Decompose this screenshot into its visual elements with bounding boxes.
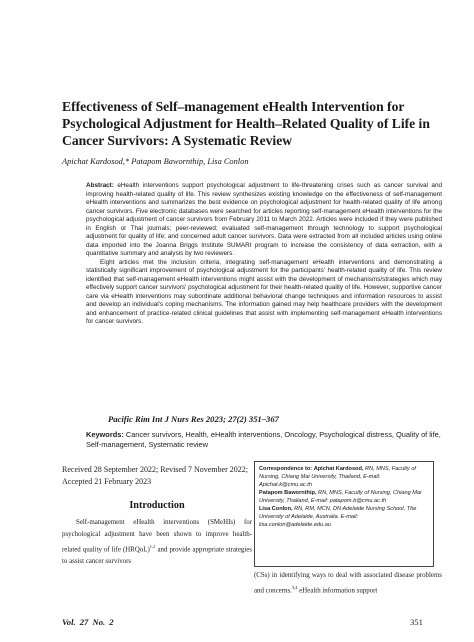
footer-volume: Vol. 27 No. 2 bbox=[62, 617, 114, 627]
journal-citation: Pacific Rim Int J Nurs Res 2023; 27(2) 351–367 bbox=[108, 414, 279, 424]
intro-paragraph bbox=[62, 517, 252, 568]
corr-author-2 bbox=[259, 489, 429, 505]
corr-name-1: Apichat Kardosod, bbox=[313, 466, 364, 472]
abstract-paragraph-1 bbox=[86, 182, 442, 259]
keywords-text: Cancer survivors, Health, eHealth interventions, Oncology, Psychological distress, Quality of life, Self-management, Systematic review bbox=[86, 430, 441, 450]
introduction-text bbox=[62, 517, 252, 568]
article-dates: Received 28 September 2022; Revised 7 November 2022; Accepted 21 February 2023 bbox=[62, 465, 248, 487]
corr-affil-3: RN, RM, MCN, DN Adelaide Nursing School, The University of Adelaide, Australia. bbox=[259, 506, 417, 520]
corr-email-3: E-mail: lisa.conlon@adelaide.edu.au bbox=[259, 514, 359, 528]
intro-text-b: and provide appropriate strategies to assist cancer survivors bbox=[62, 546, 252, 566]
abstract-text-1: eHealth interventions support psychological adjustment to life-threatening crises such as cancer survival and improving health-related quality of life. This review synthesizes existing knowledge on the effectiveness of self-management eHealth interventions and summarizes the best evidence on psychological adjustment for health-related quality of life among cancer survivors. Five electronic databases were searched for articles reporting self-management eHealth interventions for the psychological adjustment of cancer survivors from February 2011 to March 2022. Articles were included if they were published in English or Thai journals; peer-reviewed; evaluated self-management through technology to support psychological adjustment for quality of life; and concerned adult cancer survivors. Data were extracted from all included articles using online data imported into the Joanna Briggs Institute SUMARI program to increase the consistency of data extraction, with a quantitative summary and analysis by two reviewers. bbox=[86, 182, 443, 257]
corr-affil-1: RN, MNS, Faculty of Nursing, Chiang Mai University, Thailand, bbox=[259, 466, 416, 480]
correspondence-box bbox=[254, 461, 434, 567]
article-title: Effectiveness of Self–management eHealth Intervention for Psychological Adjustment for Health–Related Quality of Life in Cancer Survivors: A Systematic Review bbox=[62, 99, 430, 149]
citation-superscript: 3,4 bbox=[291, 585, 298, 590]
corr-name-3: Lisa Conlon, bbox=[259, 506, 293, 512]
page-number: 351 bbox=[410, 617, 423, 627]
keywords-label: Keywords: bbox=[86, 430, 124, 439]
abstract-label: Abstract: bbox=[86, 182, 114, 189]
corr-affil-2: RN, MNS, Faculty of Nursing, Chiang Mai University, Thailand, bbox=[259, 490, 422, 504]
corr-email-2: E-mail: patapom.b@cmu.ac.th bbox=[310, 498, 387, 504]
author-list: Apichat Kardosod,* Patapom Bawornthip, Lisa Conlon bbox=[62, 157, 249, 166]
intro-text-a: Self-management eHealth interventions (SMeHIs) for psychological adjustment have been shown to improve health-related quality of life (HRQoL) bbox=[62, 519, 252, 554]
corr-author-3 bbox=[259, 505, 429, 529]
right-paragraph bbox=[254, 570, 442, 597]
right-text-b: eHealth information support bbox=[297, 587, 378, 595]
abstract-block bbox=[86, 182, 442, 327]
right-column-text bbox=[254, 570, 442, 597]
corr-name-2: Patapom Bawornthip, bbox=[259, 490, 317, 496]
citation-superscript: 1,2 bbox=[149, 544, 156, 549]
corr-label: Correspondence to: bbox=[259, 466, 313, 472]
abstract-paragraph-2: Eight articles met the inclusion criteria, integrating self-management eHealth interventions and demonstrating a statistically significant improvement of psychological adjustment for the participants' health-related quality of life. This review identified that self-management eHealth interventions might assist with the development of mechanisms/strategies which may effectively support cancer survivors' psychological adjustment for their health-related quality of life. However, supportive cancer care via eHealth interventions may subordinate additional behavioral change techniques and information resources to assist and develop an individual's coping mechanisms. The information gained may help healthcare providers with the development and enhancement of practice-related clinical guidelines that assist with implementing self-management eHealth interventions for cancer survivors. bbox=[86, 258, 442, 325]
keywords-block bbox=[86, 430, 442, 450]
section-heading-introduction: Introduction bbox=[129, 500, 185, 511]
corr-email-1: E-mail: Apichat.k@cmu.ac.th bbox=[259, 474, 381, 488]
corr-author-1 bbox=[259, 465, 429, 489]
right-text-a: (CSs) in identifying ways to deal with associated disease problems and concerns. bbox=[254, 572, 442, 595]
